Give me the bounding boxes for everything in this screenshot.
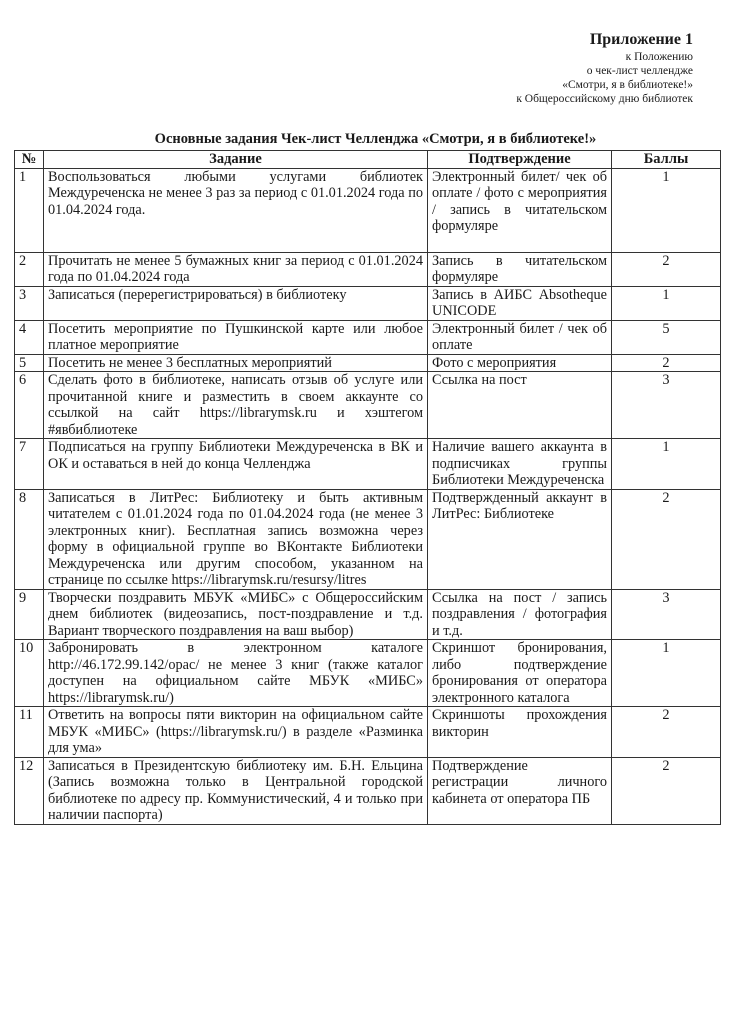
row-task: Посетить не менее 3 бесплатных мероприятий [44,354,428,372]
appendix-line: «Смотри, я в библиотеке!» [562,79,693,91]
row-points: 3 [612,372,721,439]
row-confirmation: Ссылка на пост / запись поздравления / фотография и т.д. [428,589,612,640]
table-row [15,168,721,252]
row-points: 2 [612,354,721,372]
row-num: 3 [15,286,44,320]
row-confirmation: Запись в читательском формуляре [428,252,612,286]
table-row [15,489,721,589]
appendix-header [516,30,693,106]
row-points: 5 [612,320,721,354]
row-confirmation: Подтвержденный аккаунт в ЛитРес: Библиотеке [428,489,612,589]
row-confirmation: Скриншот бронирования, либо подтверждение бронирования от оператора электронного каталога [428,640,612,707]
row-task: Сделать фото в библиотеке, написать отзыв об услуге или прочитанной книге и разместить в своем аккаунте со ссылкой на сайт https://librarymsk.ru и хэштегом #явбиблиотеке [44,372,428,439]
row-points: 1 [612,286,721,320]
row-num: 10 [15,640,44,707]
row-num: 5 [15,354,44,372]
tasks-table [14,150,721,825]
table-row [15,439,721,490]
row-num: 7 [15,439,44,490]
row-num: 2 [15,252,44,286]
row-task: Записаться в Президентскую библиотеку им. Б.Н. Ельцина (Запись возможна только в Центральной городской библиотеке по адресу пр. Коммунистический, 4 и только при наличии паспорта) [44,757,428,824]
row-points: 3 [612,589,721,640]
table-row [15,589,721,640]
row-task: Записаться в ЛитРес: Библиотеку и быть активным читателем с 01.01.2024 года по 01.04.2024 года (не менее 3 электронных книг). Бесплатная запись возможна через форму в официальной группе во ВКонтакте Библиотеки Междуреченска или другим способом, указанном на странице по ссылке https://librarymsk.ru/resursy/litres [44,489,428,589]
row-num: 4 [15,320,44,354]
table-row [15,707,721,758]
row-task: Забронировать в электронном каталоге http://46.172.99.142/opac/ не менее 3 книг (также каталог доступен на официальном сайте МБУК «МИБС» https://librarymsk.ru/) [44,640,428,707]
row-task: Ответить на вопросы пяти викторин на официальном сайте МБУК «МИБС» (https://librarymsk.ru/) в разделе «Разминка для ума» [44,707,428,758]
row-num: 12 [15,757,44,824]
table-row [15,640,721,707]
table-row [15,354,721,372]
row-num: 6 [15,372,44,439]
row-task: Посетить мероприятие по Пушкинской карте или любое платное мероприятие [44,320,428,354]
document-title: Основные задания Чек-лист Челленджа «Смотри, я в библиотеке!» [154,131,597,147]
row-confirmation: Электронный билет / чек об оплате [428,320,612,354]
table-row [15,286,721,320]
row-points: 2 [612,489,721,589]
row-task: Воспользоваться любыми услугами библиотек Междуреченска не менее 3 раз за период с 01.01.2024 года по 01.04.2024 года. [44,168,428,252]
header-points: Баллы [612,151,721,169]
row-confirmation: Подтверждение регистрации личного кабинета от оператора ПБ [428,757,612,824]
row-confirmation: Ссылка на пост [428,372,612,439]
row-task: Записаться (перерегистрироваться) в библиотеку [44,286,428,320]
row-confirmation: Фото с мероприятия [428,354,612,372]
row-points: 1 [612,168,721,252]
header-task: Задание [44,151,428,169]
row-num: 1 [15,168,44,252]
appendix-title: Приложение 1 [589,31,693,48]
row-num: 8 [15,489,44,589]
appendix-line: к Общероссийскому дню библиотек [516,93,693,105]
appendix-line: к Положению [625,51,693,63]
table-row [15,372,721,439]
row-confirmation: Скриншоты прохождения викторин [428,707,612,758]
row-points: 2 [612,252,721,286]
row-confirmation: Запись в АИБС Absotheque UNICODE [428,286,612,320]
row-confirmation: Наличие вашего аккаунта в подписчиках группы Библиотеки Междуреченска [428,439,612,490]
row-num: 11 [15,707,44,758]
row-task: Прочитать не менее 5 бумажных книг за период с 01.01.2024 года по 01.04.2024 года [44,252,428,286]
row-task: Творчески поздравить МБУК «МИБС» с Общероссийским днем библиотек (видеозапись, пост-поздравление и т.д. Вариант творческого поздравления на ваш выбор) [44,589,428,640]
table-row [15,252,721,286]
row-points: 1 [612,439,721,490]
row-points: 1 [612,640,721,707]
table-header-row [15,151,721,169]
appendix-line: о чек-лист челлендже [586,65,693,77]
table-row [15,757,721,824]
header-num: № [15,151,44,169]
header-confirmation: Подтверждение [428,151,612,169]
row-points: 2 [612,707,721,758]
row-task: Подписаться на группу Библиотеки Междуреченска в ВК и ОК и оставаться в ней до конца Челленджа [44,439,428,490]
row-points: 2 [612,757,721,824]
table-row [15,320,721,354]
row-confirmation: Электронный билет/ чек об оплате / фото с мероприятия / запись в читательском формуляре [428,168,612,252]
row-num: 9 [15,589,44,640]
